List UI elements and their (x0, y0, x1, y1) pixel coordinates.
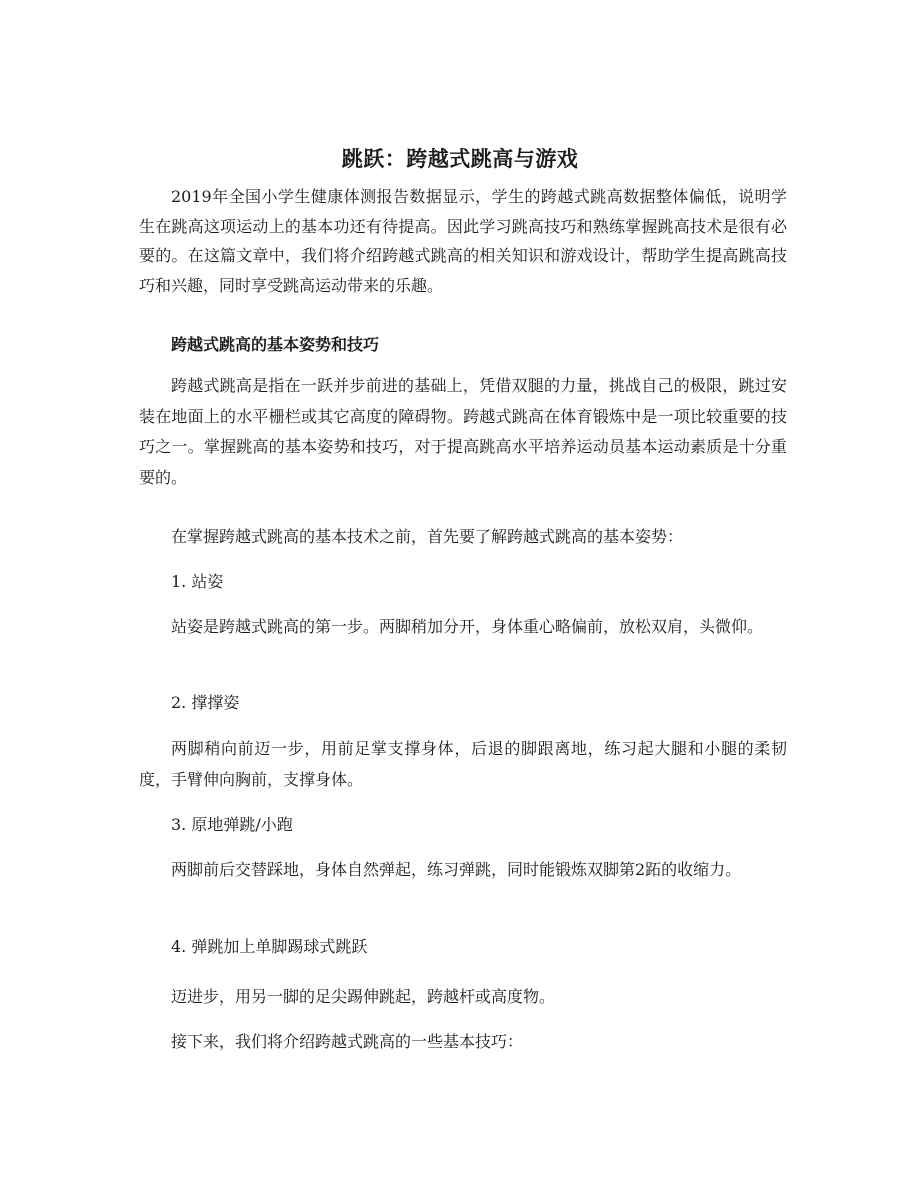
step-3-text: 两脚前后交替踩地，身体自然弹起，练习弹跳，同时能锻炼双脚第2跖的收缩力。 (171, 860, 742, 879)
definition-paragraph: 跨越式跳高是指在一跃并步前进的基础上，凭借双腿的力量，挑战自己的极限，跳过安装在地面上的水平栅栏或其它高度的障碍物。跨越式跳高在体育锻炼中是一项比较重要的技巧之一。掌握跳高的基本姿势和技巧，对于提高跳高水平培养运动员基本运动素质是十分重要的。 (139, 376, 787, 487)
document-title: 跳跃：跨越式跳高与游戏 (341, 146, 579, 171)
step-4-text: 迈进步，用另一脚的足尖踢伸跳起，跨越杆或高度物。 (171, 987, 556, 1006)
step-4-label: 4. 弹跳加上单脚踢球式跳跃 (171, 937, 368, 956)
techniques-intro-paragraph: 接下来，我们将介绍跨越式跳高的一些基本技巧： (171, 1032, 524, 1051)
intro-paragraph: 2019年全国小学生健康体测报告数据显示，学生的跨越式跳高数据整体偏低，说明学生在跳高这项运动上的基本功还有待提高。因此学习跳高技巧和熟练掌握跳高技术是很有必要的。在这篇文章中，我们将介绍跨越式跳高的相关知识和游戏设计，帮助学生提高跳高技巧和兴趣，同时享受跳高运动带来的乐趣。 (139, 187, 787, 295)
step-2-label: 2. 撑撑姿 (171, 693, 240, 712)
posture-intro-paragraph: 在掌握跨越式跳高的基本技术之前，首先要了解跨越式跳高的基本姿势： (171, 527, 684, 546)
step-2-text: 两脚稍向前迈一步，用前足掌支撑身体，后退的脚跟离地，练习起大腿和小腿的柔韧度，手臂伸向胸前，支撑身体。 (139, 739, 787, 789)
section-heading: 跨越式跳高的基本姿势和技巧 (171, 335, 380, 354)
step-3-label: 3. 原地弹跳/小跑 (171, 815, 293, 834)
step-1-text: 站姿是跨越式跳高的第一步。两脚稍加分开，身体重心略偏前，放松双肩，头微仰。 (171, 617, 764, 636)
step-1-label: 1. 站姿 (171, 572, 224, 591)
